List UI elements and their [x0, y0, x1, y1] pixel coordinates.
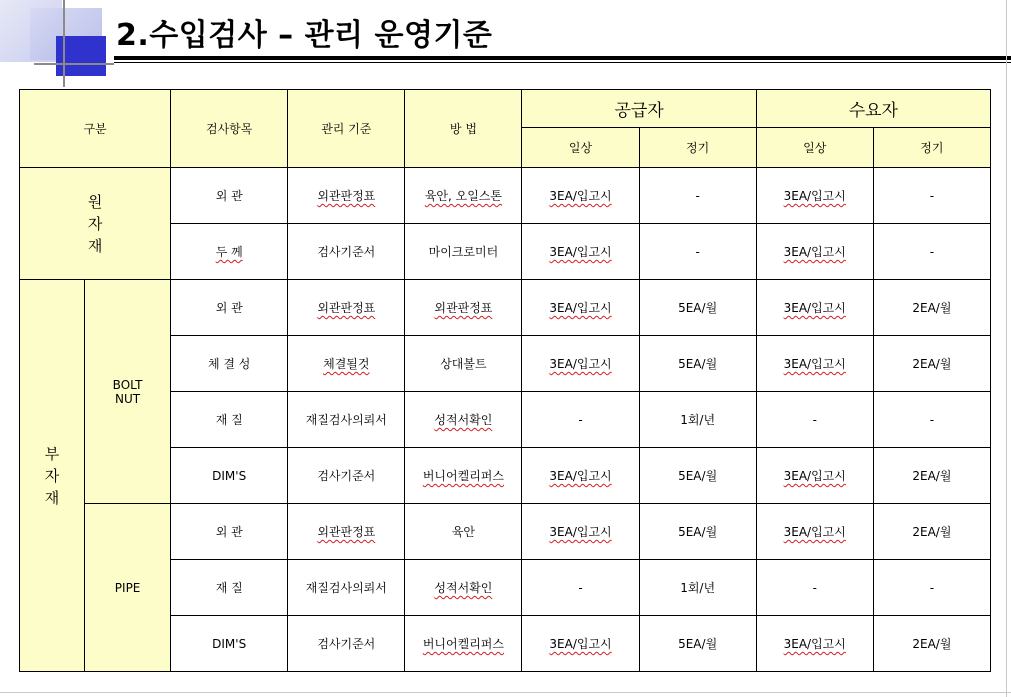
header-supplier-daily: 일상 [522, 128, 639, 168]
cell-customer-periodic: 2EA/월 [873, 616, 990, 672]
cell-customer-daily: - [756, 560, 873, 616]
cell-standard: 외관판정표 [288, 280, 405, 336]
cell-item: 외 관 [171, 504, 288, 560]
cell-supplier-daily: 3EA/입고시 [522, 224, 639, 280]
decorative-line [34, 63, 114, 65]
cell-item: DIM'S [171, 448, 288, 504]
cell-standard: 검사기준서 [288, 616, 405, 672]
slide-edge [1006, 0, 1007, 697]
header-method: 방 법 [405, 90, 522, 168]
cell-supplier-periodic: 5EA/월 [639, 504, 756, 560]
cell-method: 성적서확인 [405, 392, 522, 448]
cell-supplier-daily: - [522, 560, 639, 616]
cell-supplier-daily: 3EA/입고시 [522, 168, 639, 224]
header-customer: 수요자 [756, 90, 990, 128]
inspection-criteria-table [19, 89, 991, 672]
header-customer-periodic: 정기 [873, 128, 990, 168]
cell-customer-daily: 3EA/입고시 [756, 224, 873, 280]
slide-edge [0, 692, 1011, 693]
cell-method: 육안, 오일스톤 [405, 168, 522, 224]
cell-standard: 체결될것 [288, 336, 405, 392]
cell-customer-periodic: 2EA/월 [873, 504, 990, 560]
cell-item: 재 질 [171, 392, 288, 448]
table-row [20, 168, 991, 224]
cell-standard: 외관판정표 [288, 504, 405, 560]
cell-supplier-periodic: 5EA/월 [639, 280, 756, 336]
group-raw-material: 원 자 재 [20, 168, 171, 280]
cell-customer-periodic: - [873, 224, 990, 280]
cell-customer-daily: 3EA/입고시 [756, 504, 873, 560]
table-row [20, 280, 991, 336]
header-item: 검사항목 [171, 90, 288, 168]
cell-item: 외 관 [171, 168, 288, 224]
cell-item: 재 질 [171, 560, 288, 616]
group-pipe: PIPE [85, 504, 171, 672]
cell-method: 마이크로미터 [405, 224, 522, 280]
cell-standard: 재질검사의뢰서 [288, 392, 405, 448]
cell-supplier-daily: 3EA/입고시 [522, 280, 639, 336]
cell-supplier-periodic: - [639, 224, 756, 280]
header-customer-daily: 일상 [756, 128, 873, 168]
cell-supplier-periodic: 1회/년 [639, 560, 756, 616]
cell-customer-periodic: 2EA/월 [873, 280, 990, 336]
cell-item: 외 관 [171, 280, 288, 336]
cell-supplier-daily: 3EA/입고시 [522, 616, 639, 672]
cell-customer-periodic: - [873, 168, 990, 224]
header-supplier-periodic: 정기 [639, 128, 756, 168]
header-row [20, 90, 991, 128]
cell-method: 육안 [405, 504, 522, 560]
cell-customer-daily: 3EA/입고시 [756, 616, 873, 672]
cell-customer-periodic: 2EA/월 [873, 448, 990, 504]
header-category: 구분 [20, 90, 171, 168]
cell-supplier-periodic: 5EA/월 [639, 448, 756, 504]
cell-item: 두 께 [171, 224, 288, 280]
cell-supplier-daily: 3EA/입고시 [522, 448, 639, 504]
cell-method: 외관판정표 [405, 280, 522, 336]
cell-standard: 재질검사의뢰서 [288, 560, 405, 616]
cell-standard: 검사기준서 [288, 224, 405, 280]
cell-supplier-daily: 3EA/입고시 [522, 504, 639, 560]
cell-customer-periodic: - [873, 560, 990, 616]
cell-customer-periodic: 2EA/월 [873, 336, 990, 392]
title-underline-thin [114, 62, 1011, 63]
header-supplier: 공급자 [522, 90, 756, 128]
header-standard: 관리 기준 [288, 90, 405, 168]
cell-supplier-periodic: 5EA/월 [639, 336, 756, 392]
cell-method: 성적서확인 [405, 560, 522, 616]
cell-item: DIM'S [171, 616, 288, 672]
group-bolt-nut: BOLT NUT [85, 280, 171, 504]
cell-supplier-periodic: - [639, 168, 756, 224]
cell-supplier-daily: 3EA/입고시 [522, 336, 639, 392]
cell-method: 버니어켈리퍼스 [405, 448, 522, 504]
cell-customer-periodic: - [873, 392, 990, 448]
cell-method: 상대볼트 [405, 336, 522, 392]
table-row [20, 504, 991, 560]
cell-item: 체 결 성 [171, 336, 288, 392]
page-title: 2.수입검사 – 관리 운영기준 [116, 18, 493, 53]
decorative-line [63, 0, 65, 87]
cell-customer-daily: 3EA/입고시 [756, 336, 873, 392]
cell-customer-daily: 3EA/입고시 [756, 448, 873, 504]
cell-customer-daily: 3EA/입고시 [756, 168, 873, 224]
cell-customer-daily: 3EA/입고시 [756, 280, 873, 336]
group-sub-material: 부 자 재 [20, 280, 85, 672]
cell-customer-daily: - [756, 392, 873, 448]
cell-standard: 검사기준서 [288, 448, 405, 504]
cell-supplier-daily: - [522, 392, 639, 448]
cell-supplier-periodic: 1회/년 [639, 392, 756, 448]
cell-supplier-periodic: 5EA/월 [639, 616, 756, 672]
cell-standard: 외관판정표 [288, 168, 405, 224]
cell-method: 버니어켈리퍼스 [405, 616, 522, 672]
title-underline [114, 56, 1011, 60]
